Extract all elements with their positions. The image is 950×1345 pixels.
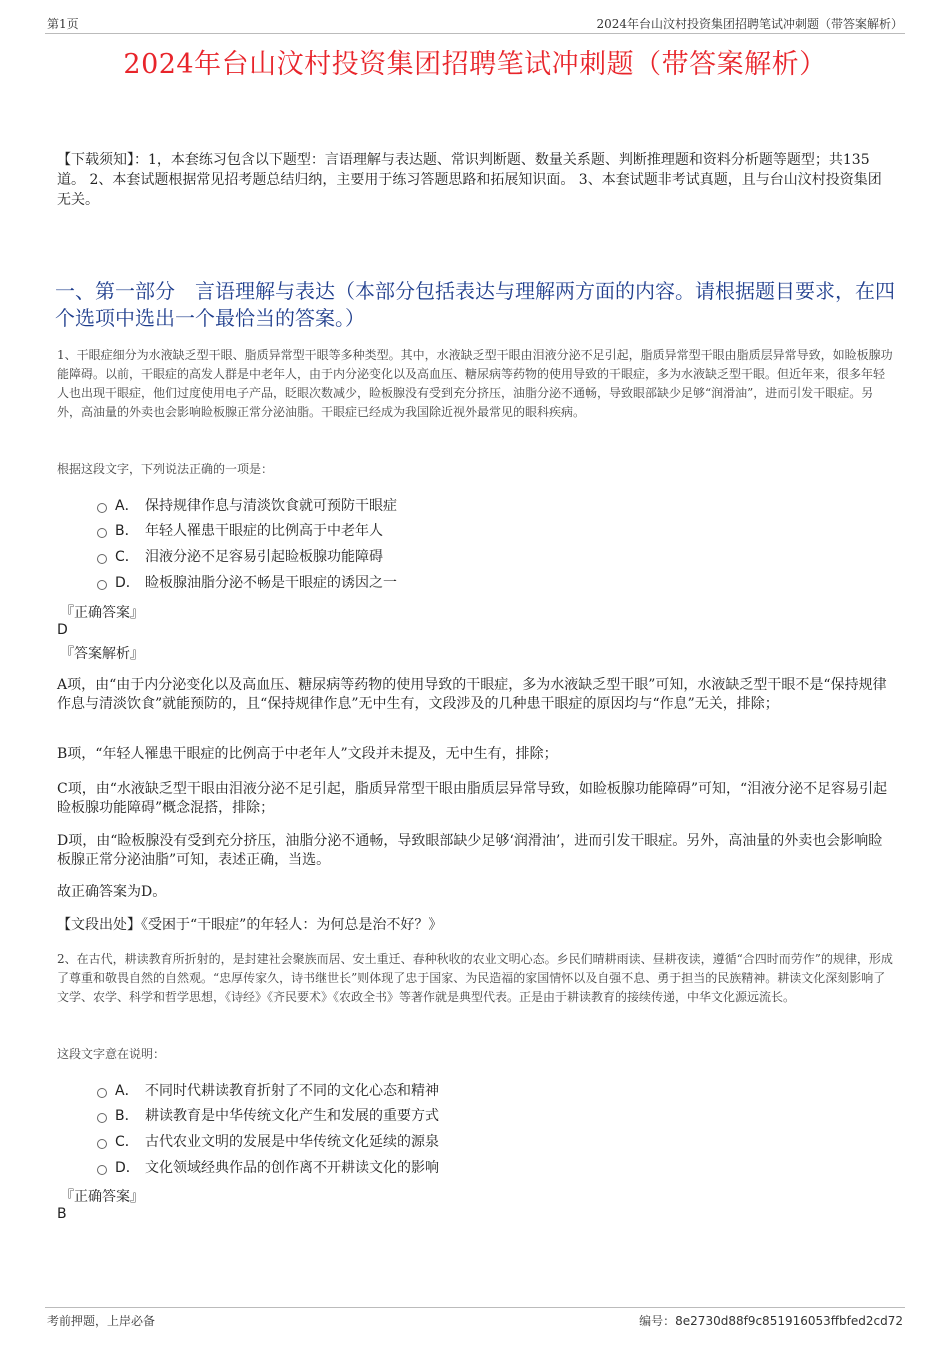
question-1-option-d[interactable]: D． 睑板腺油脂分泌不畅是干眼症的诱因之一 [97, 573, 397, 593]
question-2-answer-label: 『正确答案』 [60, 1189, 144, 1205]
header-doc-title: 2024年台山汶村投资集团招聘笔试冲刺题（带答案解析） [596, 17, 903, 31]
radio-icon[interactable] [97, 580, 107, 590]
radio-icon[interactable] [97, 554, 107, 564]
question-1-option-c[interactable]: C． 泪液分泌不足容易引起睑板腺功能障碍 [97, 547, 383, 567]
question-1-answer-label: 『正确答案』 [60, 605, 144, 621]
question-2-stem: 2、在古代，耕读教育所折射的，是封建社会聚族而居、安土重迁、春种秋收的农业文明心态。乡民们晴耕雨读、昼耕夜读，遵循“合四时而劳作”的规律，形成了尊重和敬畏自然的自然观。“忠厚传家久，诗书继世长”则体现了忠于国家、为民造福的家国情怀以及自强不息、勇于担当的民族精神。耕读文化深刻影响了文学、农学、科学和哲学思想，《诗经》《齐民要术》《农政全书》等著作就是典型代表。正是由于耕读教育的接续传递，中华文化源远流长。 [57, 952, 893, 1004]
question-1-option-a[interactable]: A． 保持规律作息与清淡饮食就可预防干眼症 [97, 496, 397, 516]
question-1-source: 【文段出处】《受困于“干眼症”的年轻人：为何总是治不好？》 [57, 917, 443, 933]
footer-code-label: 编号： [639, 1314, 676, 1328]
question-1-analysis-b: B项，“年轻人罹患干眼症的比例高于中老年人”文段并未提及，无中生有，排除； [57, 746, 558, 762]
question-2-answer: B [57, 1206, 67, 1222]
question-1-analysis-c: C项，由“水液缺乏型干眼由泪液分泌不足引起，脂质异常型干眼由脂质层异常导致，如睑板腺功能障碍”可知，“泪液分泌不足容易引起睑板腺功能障碍”概念混搭，排除； [57, 781, 888, 816]
question-1-analysis-label: 『答案解析』 [60, 646, 144, 662]
question-2-prompt: 这段文字意在说明： [57, 1047, 166, 1061]
page-title: 2024年台山汶村投资集团招聘笔试冲刺题（带答案解析） [123, 49, 827, 80]
radio-icon[interactable] [97, 528, 107, 538]
question-2-option-a[interactable]: A． 不同时代耕读教育折射了不同的文化心态和精神 [97, 1081, 439, 1101]
radio-icon[interactable] [97, 503, 107, 513]
question-2-option-c[interactable]: C． 古代农业文明的发展是中华传统文化延续的源泉 [97, 1132, 439, 1152]
radio-icon[interactable] [97, 1165, 107, 1175]
footer-code-value: 8e2730d88f9c851916053ffbfed2cd72 [675, 1314, 903, 1328]
question-1-option-b[interactable]: B． 年轻人罹患干眼症的比例高于中老年人 [97, 521, 383, 541]
section-heading: 一、第一部分 言语理解与表达（本部分包括表达与理解两方面的内容。请根据题目要求，在四个选项中选出一个最恰当的答案。） [55, 279, 895, 330]
header-divider [45, 33, 905, 34]
radio-icon[interactable] [97, 1113, 107, 1123]
download-notice: 【下载须知】：1，本套练习包含以下题型：言语理解与表达题、常识判断题、数量关系题、判断推理题和资料分析题等题型；共135道。 2、本套试题根据常见招考题总结归纳，主要用于练习答题思路和拓展知识面。 3、本套试题非考试真题，且与台山汶村投资集团无关。 [57, 152, 882, 208]
radio-icon[interactable] [97, 1088, 107, 1098]
radio-icon[interactable] [97, 1139, 107, 1149]
page-number: 第1页 [47, 17, 79, 31]
question-1-prompt: 根据这段文字，下列说法正确的一项是： [57, 462, 274, 476]
question-2-option-d[interactable]: D． 文化领域经典作品的创作离不开耕读文化的影响 [97, 1158, 439, 1178]
footer-divider [45, 1307, 905, 1308]
question-1-analysis-a: A项，由“由于内分泌变化以及高血压、糖尿病等药物的使用导致的干眼症，多为水液缺乏型干眼”可知，水液缺乏型干眼不是“保持规律作息与清淡饮食”就能预防的，且“保持规律作息”无中生有，文段涉及的几种患干眼症的原因均与“作息”无关，排除； [57, 677, 887, 712]
footer-slogan: 考前押题，上岸必备 [47, 1314, 156, 1328]
footer-code [639, 1312, 903, 1329]
question-1-stem: 1、干眼症细分为水液缺乏型干眼、脂质异常型干眼等多种类型。其中，水液缺乏型干眼由泪液分泌不足引起，脂质异常型干眼由脂质层异常导致，如睑板腺功能障碍。以前，干眼症的高发人群是中老年人，由于内分泌变化以及高血压、糖尿病等药物的使用导致的干眼症，多为水液缺乏型干眼。但近年来，很多年轻人也出现干眼症，他们过度使用电子产品，眨眼次数减少，睑板腺没有受到充分挤压，油脂分泌不通畅，导致眼部缺少足够“润滑油”，进而引发干眼症。另外，高油量的外卖也会影响睑板腺正常分泌油脂。干眼症已经成为我国除近视外最常见的眼科疾病。 [57, 348, 893, 419]
question-1-analysis-d: D项，由“睑板腺没有受到充分挤压，油脂分泌不通畅，导致眼部缺少足够‘润滑油’，进而引发干眼症。另外，高油量的外卖也会影响睑板腺正常分泌油脂”可知，表述正确，当选。 [57, 833, 883, 868]
question-1-answer: D [57, 622, 68, 638]
question-1-conclusion: 故正确答案为D。 [57, 884, 167, 900]
question-2-option-b[interactable]: B． 耕读教育是中华传统文化产生和发展的重要方式 [97, 1106, 439, 1126]
